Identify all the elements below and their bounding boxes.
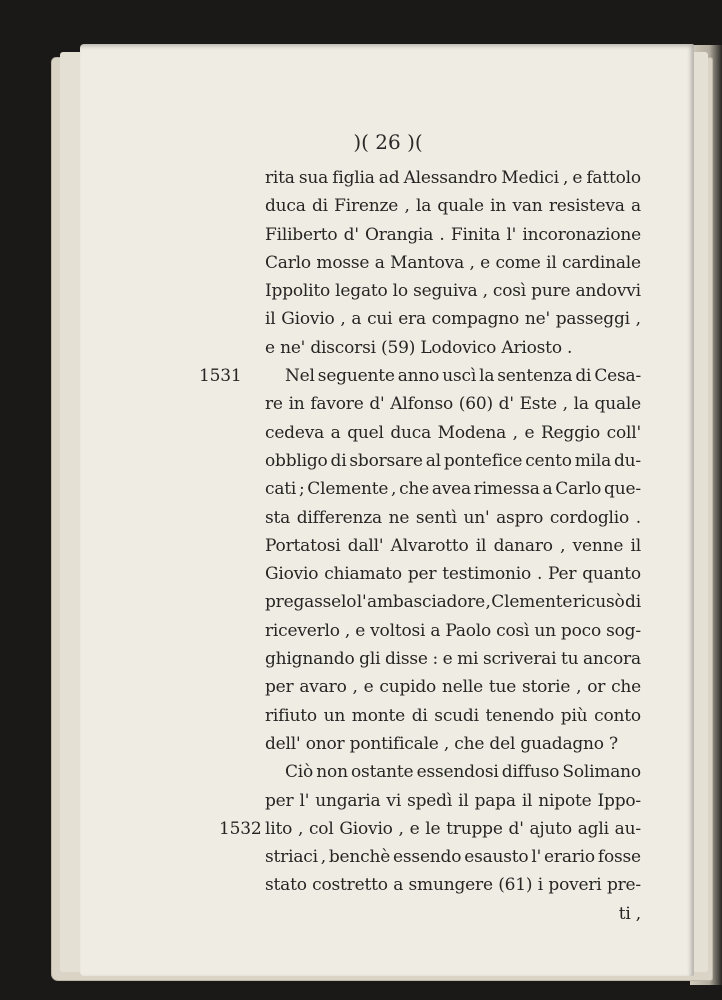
text-line: Portatosi dall' Alvarotto il danaro , venne il	[265, 535, 641, 556]
page-header: )( 26 )(	[353, 130, 423, 154]
text-line: per l' ungaria vi spedì il papa il nipote Ippo-	[265, 790, 641, 811]
text-line: re in favore d' Alfonso (60) d' Este , la quale	[265, 394, 641, 415]
text-line: Carlo mosse a Mantova , e come il cardinale	[265, 252, 641, 273]
text-line: Ciò non ostante essendosi diffuso Solimano	[285, 762, 641, 783]
catchword: ti ,	[618, 903, 641, 924]
text-line: pregasselo l' ambasciadore , Clemente ricusò di	[265, 592, 641, 613]
text-line: sta differenza ne sentì un' aspro cordoglio .	[265, 507, 641, 528]
text-line: e ne' discorsi (59) Lodovico Ariosto .	[265, 337, 573, 358]
text-line: Filiberto d' Orangia . Finita l' incoronazione	[265, 224, 641, 245]
text-line: cedeva a quel duca Modena , e Reggio coll'	[265, 422, 641, 443]
text-line: riceverlo , e voltosi a Paolo così un poco sog-	[265, 620, 641, 641]
text-line: Ippolito legato lo seguiva , così pure andovvi	[265, 281, 641, 302]
text-line: rifiuto un monte di scudi tenendo più conto	[265, 705, 641, 726]
text-line: obbligo di sborsare al pontefice cento mila du-	[265, 450, 641, 471]
margin-year: 1531	[199, 366, 242, 387]
text-line: per avaro , e cupido nelle tue storie , or che	[265, 677, 641, 698]
text-line: striaci , benchè essendo esausto l' erario fosse	[265, 847, 641, 868]
text-line: 1531 Nel seguente anno uscì la sentenza di Cesa-	[265, 362, 641, 390]
text-line: Giovio chiamato per testimonio . Per quanto	[265, 564, 641, 585]
body-text	[199, 164, 641, 928]
text-line: il Giovio , a cui era compagno ne' passeggi ,	[265, 309, 641, 330]
text-line: cati ; Clemente , che avea rimessa a Carlo que-	[265, 479, 641, 500]
text-line: 1532 lito , col Giovio , e le truppe d' ajuto agli au-	[265, 815, 641, 843]
text-line: stato costretto a smungere (61) i poveri pre-	[265, 875, 641, 896]
text-line: dell' onor pontificale , che del guadagno ?	[265, 733, 618, 754]
margin-year: 1532	[219, 818, 262, 839]
text-line: rita sua figlia ad Alessandro Medici , e fattolo	[265, 168, 641, 188]
text-line: duca di Firenze , la quale in van resisteva a	[265, 196, 641, 217]
text-line: ghignando gli disse : e mi scriverai tu ancora	[265, 649, 641, 670]
